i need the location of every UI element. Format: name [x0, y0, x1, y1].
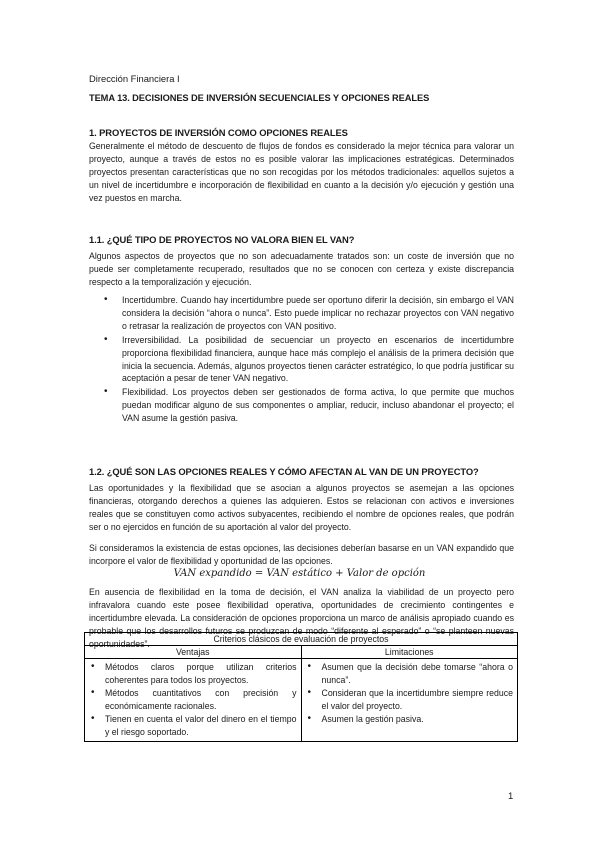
- list-item: • Consideran que la incertidumbre siempre reduce el valor del proyecto.: [302, 687, 514, 712]
- paragraph: Si consideramos la existencia de estas opciones, las decisiones deberían basarse en un VAN expandido que incorpore el valor de flexibilidad y oportunidad de las opciones.: [89, 543, 514, 566]
- section-heading-1-2: 1.2. ¿QUÉ SON LAS OPCIONES REALES Y CÓMO AFECTAN AL VAN DE UN PROYECTO?: [89, 466, 479, 477]
- paragraph: Algunos aspectos de proyectos que no son adecuadamente tratados son: un coste de inversión que no puede ser completamente recuperado, resultados que no se conocen con certeza y existe discrepancia respecto a la temporalización y ejecución.: [89, 251, 514, 287]
- document-title: TEMA 13. DECISIONES DE INVERSIÓN SECUENCIALES Y OPCIONES REALES: [89, 93, 430, 103]
- list-item: • Tienen en cuenta el valor del dinero en el tiempo y el riesgo soportado.: [85, 713, 297, 738]
- list-item: • Flexibilidad. Los proyectos deben ser gestionados de forma activa, lo que permite que muchos puedan modificar alguno de sus componentes o ampliar, reducir, incluso abandonar el proyecto; el VAN asume la gestión pasiva.: [89, 386, 514, 425]
- list-item: • Incertidumbre. Cuando hay incertidumbre puede ser oportuno diferir la decisión, sin embargo el VAN considera la decisión “ahora o nunca”. Esto puede implicar no rechazar proyectos con VAN negativo o retrasar la realización de proyectos con VAN positivo.: [89, 294, 514, 333]
- list-item: • Asumen que la decisión debe tomarse “ahora o nunca”.: [302, 661, 514, 686]
- bullet-list: [89, 294, 514, 426]
- criteria-table: [84, 632, 518, 742]
- paragraph: Las oportunidades y la flexibilidad que se asocian a algunos proyectos se asemejan a las opciones financieras, otorgando derechos a quienes las adquieren. Estos se relacionan con activos e inversiones reales que se constituyen como activos subyacentes, recibiendo el nombre de opciones reales, que podrán ser o no ejercidos en función de su aportación al valor del proyecto.: [89, 483, 514, 532]
- page-number: 1: [508, 791, 514, 802]
- ventajas-cell: [85, 659, 302, 742]
- column-header-ventajas: Ventajas: [85, 646, 302, 659]
- course-name: Dirección Financiera I: [89, 73, 180, 84]
- table-caption: Criterios clásicos de evaluación de proyectos: [85, 633, 518, 646]
- list-item: • Métodos claros porque utilizan criterios coherentes para todos los proyectos.: [85, 661, 297, 686]
- list-item: • Métodos cuantitativos con precisión y económicamente racionales.: [85, 687, 297, 712]
- section-heading-1: 1. PROYECTOS DE INVERSIÓN COMO OPCIONES REALES: [89, 127, 348, 138]
- formula: VAN expandido = VAN estático + Valor de opción: [173, 568, 426, 579]
- column-header-limitaciones: Limitaciones: [301, 646, 518, 659]
- list-item: • Asumen la gestión pasiva.: [302, 713, 514, 726]
- list-item: • Irreversibilidad. La posibilidad de secuenciar un proyecto en escenarios de incertidumbre proporciona flexibilidad financiera, aunque hace más complejo el análisis de la primera decisión que inicia la secuencia. Además, algunos proyectos tienen carácter estratégico, lo que podría justificar su aceptación a pesar de tener VAN negativo.: [89, 334, 514, 386]
- paragraph: Generalmente el método de descuento de flujos de fondos es considerado la mejor técnica para valorar un proyecto, aunque a través de estos no es posible valorar las implicaciones estratégicas. Determinados proyectos presentan características que no son recogidas por los métodos tradicionales: aquellos sujetos a un nivel de incertidumbre e incorporación de flexibilidad en cuanto a la decisión y/o ejecución y gestión una vez puestos en marcha.: [89, 141, 514, 203]
- paragraph: En ausencia de flexibilidad en la toma de decisión, el VAN analiza la viabilidad de un proyecto pero infravalora cuando este posee flexibilidad operativa, oportunidades de crecimiento contingentes e incertidumbre elevada. La consideración de opciones proporciona un marco de análisis apropiado cuando es probable que los desarrollos futuros se produzcan de modo “diferente al esperado” o “se planteen nuevas oportunidades”.: [89, 587, 514, 649]
- section-heading-1-1: 1.1. ¿QUÉ TIPO DE PROYECTOS NO VALORA BIEN EL VAN?: [89, 234, 355, 245]
- limitaciones-cell: [301, 659, 518, 742]
